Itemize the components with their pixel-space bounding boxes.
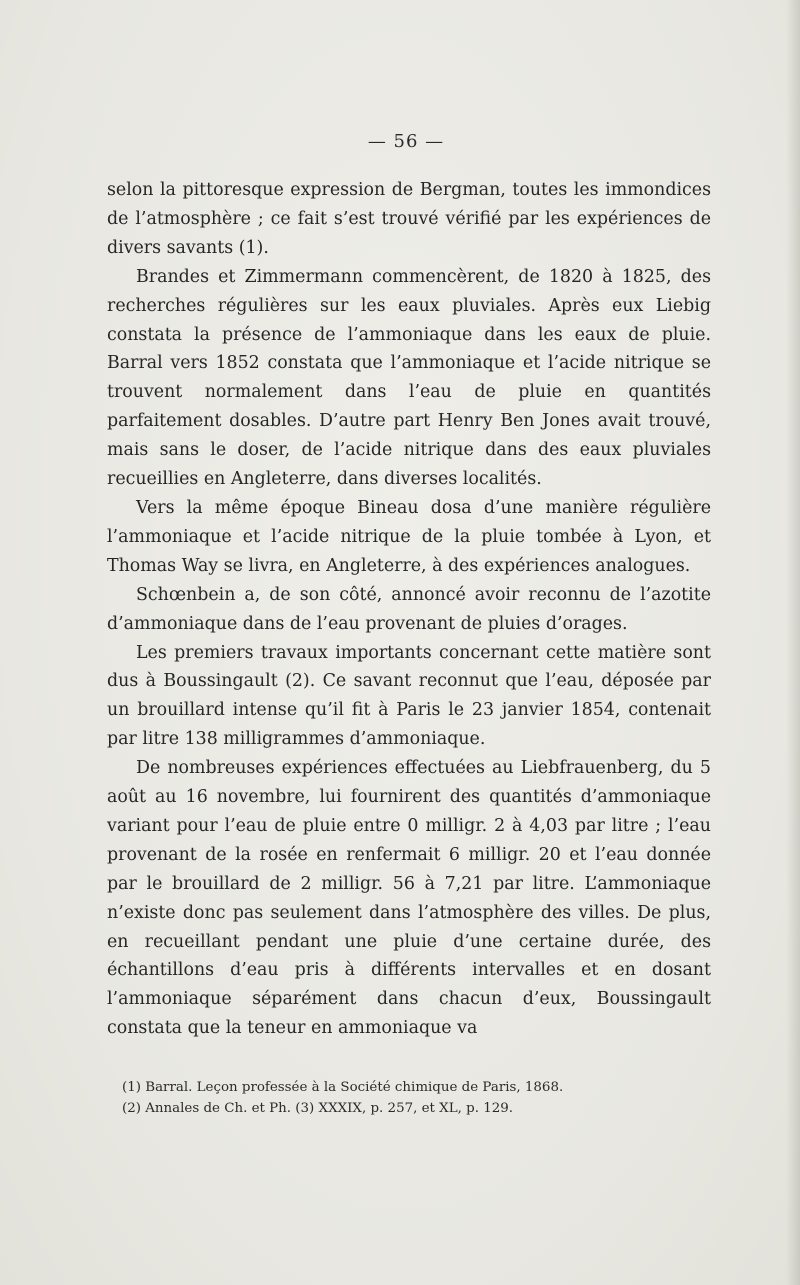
footnote-1: (1) Barral. Leçon professée à la Société chimique de Paris, 1868.: [122, 1080, 564, 1095]
paragraph-2: Brandes et Zimmermann commencèrent, de 1820 à 1825, des recherches régulières sur les eaux pluviales. Après eux Liebig constata la présence de l’ammoniaque dans les eaux de pluie. Barral vers 1852 constata que l’ammoniaque et l’acide nitrique se trouvent normalement dans l’eau de pluie en quantités parfaitement dosables. D’autre part Henry Ben Jones avait trouvé, mais sans le doser, de l’acide nitrique dans des eaux pluviales recueillies en Angleterre, dans diverses localités.: [107, 266, 711, 490]
paragraph-4: Schœnbein a, de son côté, annoncé avoir reconnu de l’azotite d’ammoniaque dans de l’eau provenant de pluies d’orages.: [107, 584, 711, 634]
page-number: — 56 —: [367, 131, 445, 152]
body-text: [107, 176, 711, 1043]
paragraph-1: selon la pittoresque expression de Bergman, toutes les immondices de l’atmosphère ; ce fait s’est trouvé vérifié par les expériences de divers savants (1).: [107, 180, 711, 258]
footnotes: [122, 1077, 722, 1119]
footnote-2: (2) Annales de Ch. et Ph. (3) XXXIX, p. 257, et XL, p. 129.: [122, 1101, 514, 1116]
paragraph-6: De nombreuses expériences effectuées au Liebfrauenberg, du 5 août au 16 novembre, lui fournirent des quantités d’ammoniaque variant pour l’eau de pluie entre 0 milligr. 2 à 4,03 par litre ; l’eau provenant de la rosée en renfermait 6 milligr. 20 et l’eau donnée par le brouillard de 2 milligr. 56 à 7,21 par litre. L’ammoniaque n’existe donc pas seulement dans l’atmosphère des villes. De plus, en recueillant pendant une pluie d’une certaine durée, des échantillons d’eau pris à différents intervalles et en dosant l’ammoniaque séparément dans chacun d’eux, Boussingault constata que la teneur en ammoniaque va: [107, 758, 711, 1039]
paragraph-3: Vers la même époque Bineau dosa d’une manière régulière l’ammoniaque et l’acide nitrique de la pluie tombée à Lyon, et Thomas Way se livra, en Angleterre, à des expériences analogues.: [107, 497, 711, 576]
paragraph-5: Les premiers travaux importants concernant cette matière sont dus à Boussingault (2). Ce savant reconnut que l’eau, déposée par un brouillard intense qu’il fit à Paris le 23 janvier 1854, contenait par litre 138 milligrammes d’ammoniaque.: [107, 642, 711, 750]
page-edge-shadow: [786, 0, 800, 1285]
